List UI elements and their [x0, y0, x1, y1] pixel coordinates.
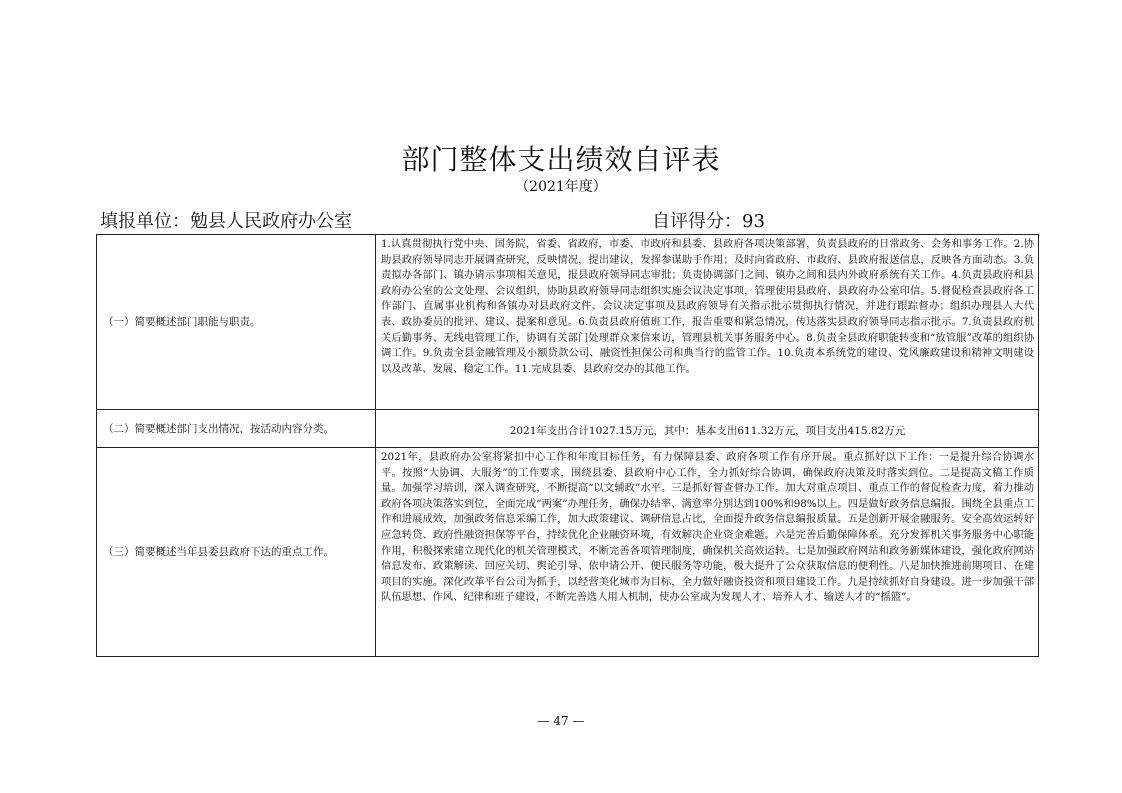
evaluation-table [96, 234, 1039, 657]
row-label: （一）简要概述部门职能与职责。 [103, 316, 261, 328]
self-score: 自评得分：93 [652, 211, 765, 232]
row-label-cell [97, 448, 376, 656]
page-title: 部门整体支出绩效自评表 [401, 143, 721, 176]
table-row [97, 410, 1038, 448]
row-content: 1.认真贯彻执行党中央、国务院，省委、省政府，市委、市政府和县委、县政府各项决策部署，负责县政府的日常政务、会务和事务工作。2.协助县政府领导同志开展调查研究，反映情况，提出建议，发挥参谋助手作用；及时向省政府、市政府、县政府报送信息，反映各方面动态。3.负责拟办各部门、镇办请示事项相关意见，报县政府领导同志审批；负责协调部门之间、镇办之间和县内外政府系统有关工作。4.负责县政府和县政府办公室的公文处理、会议组织，协助县政府领导同志组织实施会议决定事项，管理使用县政府、县政府办公室印信。5.督促检查县政府各工作部门、直属事业机构和各镇办对县政府文件、会议决定事项及县政府领导有关指示批示贯彻执行情况，并进行跟踪督办；组织办理县人大代表、政协委员的批评、建议、提案和意见。6.负责县政府值班工作，报告重要和紧急情况，传达落实县政府领导同志指示批示。7.负责县政府机关后勤事务、无线电管理工作，协调有关部门处理群众来信来访，管理县机关事务服务中心。8.负责全县政府职能转变和“放管服”改革的组织协调工作。9.负责全县金融管理及小额贷款公司、融资性担保公司和典当行的监管工作。10.负责本系统党的建设、党风廉政建设和精神文明建设以及改革、发展、稳定工作。11.完成县委、县政府交办的其他工作。 [381, 238, 1034, 375]
table-row [97, 235, 1038, 410]
row-content: 2021年支出合计1027.15万元，其中：基本支出611.32万元，项目支出415.82万元 [509, 424, 906, 437]
row-label-cell [97, 410, 376, 447]
table-row [97, 448, 1038, 656]
filing-unit: 填报单位：勉县人民政府办公室 [100, 211, 352, 232]
row-label: （三）简要概述当年县委县政府下达的重点工作。 [103, 546, 334, 558]
report-year: （2021年度） [515, 179, 607, 195]
page-number: — 47 — [537, 714, 585, 728]
row-label: （二）简要概述部门支出情况，按活动内容分类。 [103, 422, 334, 435]
row-content: 2021年，县政府办公室将紧扣中心工作和年度目标任务，有力保障县委、政府各项工作有序开展。重点抓好以下工作：一是提升综合协调水平。按照“大协调、大服务”的工作要求，围绕县委、县政府中心工作，全力抓好综合协调，确保政府决策及时落实到位。二是提高文稿工作质量。加强学习培训，深入调查研究，不断提高“以文辅政”水平。三是抓好督查督办工作。加大对重点项目、重点工作的督促检查力度，着力推动政府各项决策落实到位，全面完成“两案”办理任务，确保办结率、满意率分别达到100%和98%以上。四是做好政务信息编报。围绕全县重点工作和进展成效，加强政务信息采编工作，加大政策建议、调研信息占比，全面提升政务信息编报质量。五是创新开展金融服务。安全高效运转好应急转贷、政府性融资担保等平台，持续优化企业融资环境，有效解决企业资金难题。六是完善后勤保障体系。充分发挥机关事务服务中心职能作用，积极探索建立现代化的机关管理模式，不断完善各项管理制度，确保机关高效运转。七是加强政府网站和政务新媒体建设，强化政府网站信息发布、政策解读、回应关切、舆论引导、依申请公开、便民服务等功能，极大提升了公众获取信息的便利性。八是加快推进前期项目、在建项目的实施。深化改革平台公司为抓手，以经营美化城市为目标，全力做好融资投资和项目建设工作。九是持续抓好自身建设。进一步加强干部队伍思想、作风、纪律和班子建设，不断完善选人用人机制，使办公室成为发现人才、培养人才、输送人才的“摇篮”。 [381, 451, 1034, 604]
row-label-cell [97, 235, 376, 409]
